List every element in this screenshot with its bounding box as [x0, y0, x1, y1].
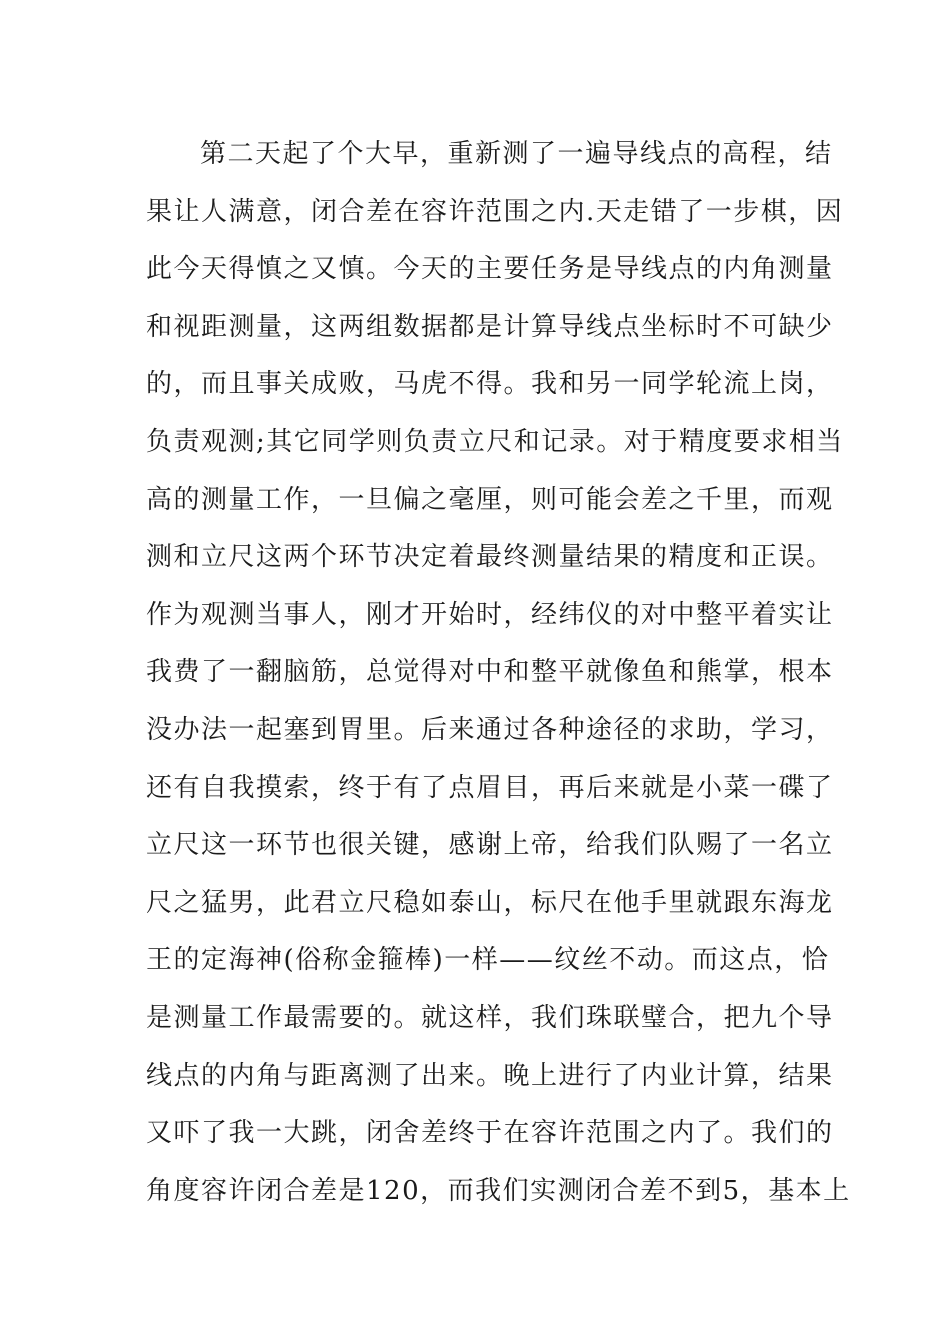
text-line: 王的定海神(俗称金箍棒)一样——纹丝不动。而这点，恰: [146, 945, 830, 976]
body-text: [146, 126, 851, 1220]
text-line: 是测量工作最需要的。就这样，我们珠联璧合，把九个导: [146, 1002, 834, 1033]
text-line: 尺之猛男，此君立尺稳如泰山，标尺在他手里就跟东海龙: [146, 887, 834, 918]
text-line: 高的测量工作，一旦偏之毫厘，则可能会差之千里，而观: [146, 484, 834, 515]
text-line: 作为观测当事人，刚才开始时，经纬仪的对中整平着实让: [146, 599, 834, 630]
text-line: 和视距测量，这两组数据都是计算导线点坐标时不可缺少: [146, 311, 834, 342]
text-line: 此今天得慎之又慎。今天的主要任务是导线点的内角测量: [146, 254, 834, 285]
text-line: 角度容许闭合差是120，而我们实测闭合差不到5，基本上: [146, 1175, 851, 1206]
text-line: 立尺这一环节也很关键，感谢上帝，给我们队赐了一名立: [146, 830, 834, 861]
text-line: 的，而且事关成败，马虎不得。我和另一同学轮流上岗，: [146, 369, 834, 400]
text-line: 没办法一起塞到胃里。后来通过各种途径的求助，学习，: [146, 714, 834, 745]
text-line: 线点的内角与距离测了出来。晚上进行了内业计算，结果: [146, 1060, 834, 1091]
text-line: 测和立尺这两个环节决定着最终测量结果的精度和正误。: [146, 542, 834, 573]
text-line: 负责观测;其它同学则负责立尺和记录。对于精度要求相当: [146, 426, 844, 457]
text-line: 果让人满意，闭合差在容许范围之内.天走错了一步棋，因: [146, 196, 844, 227]
text-line: 第二天起了个大早，重新测了一遍导线点的高程，结: [200, 139, 833, 169]
text-line: 我费了一翻脑筋，总觉得对中和整平就像鱼和熊掌，根本: [146, 657, 834, 688]
text-line: 还有自我摸索，终于有了点眉目，再后来就是小菜一碟了: [146, 772, 834, 803]
text-line: 又吓了我一大跳，闭舍差终于在容许范围之内了。我们的: [146, 1118, 834, 1149]
